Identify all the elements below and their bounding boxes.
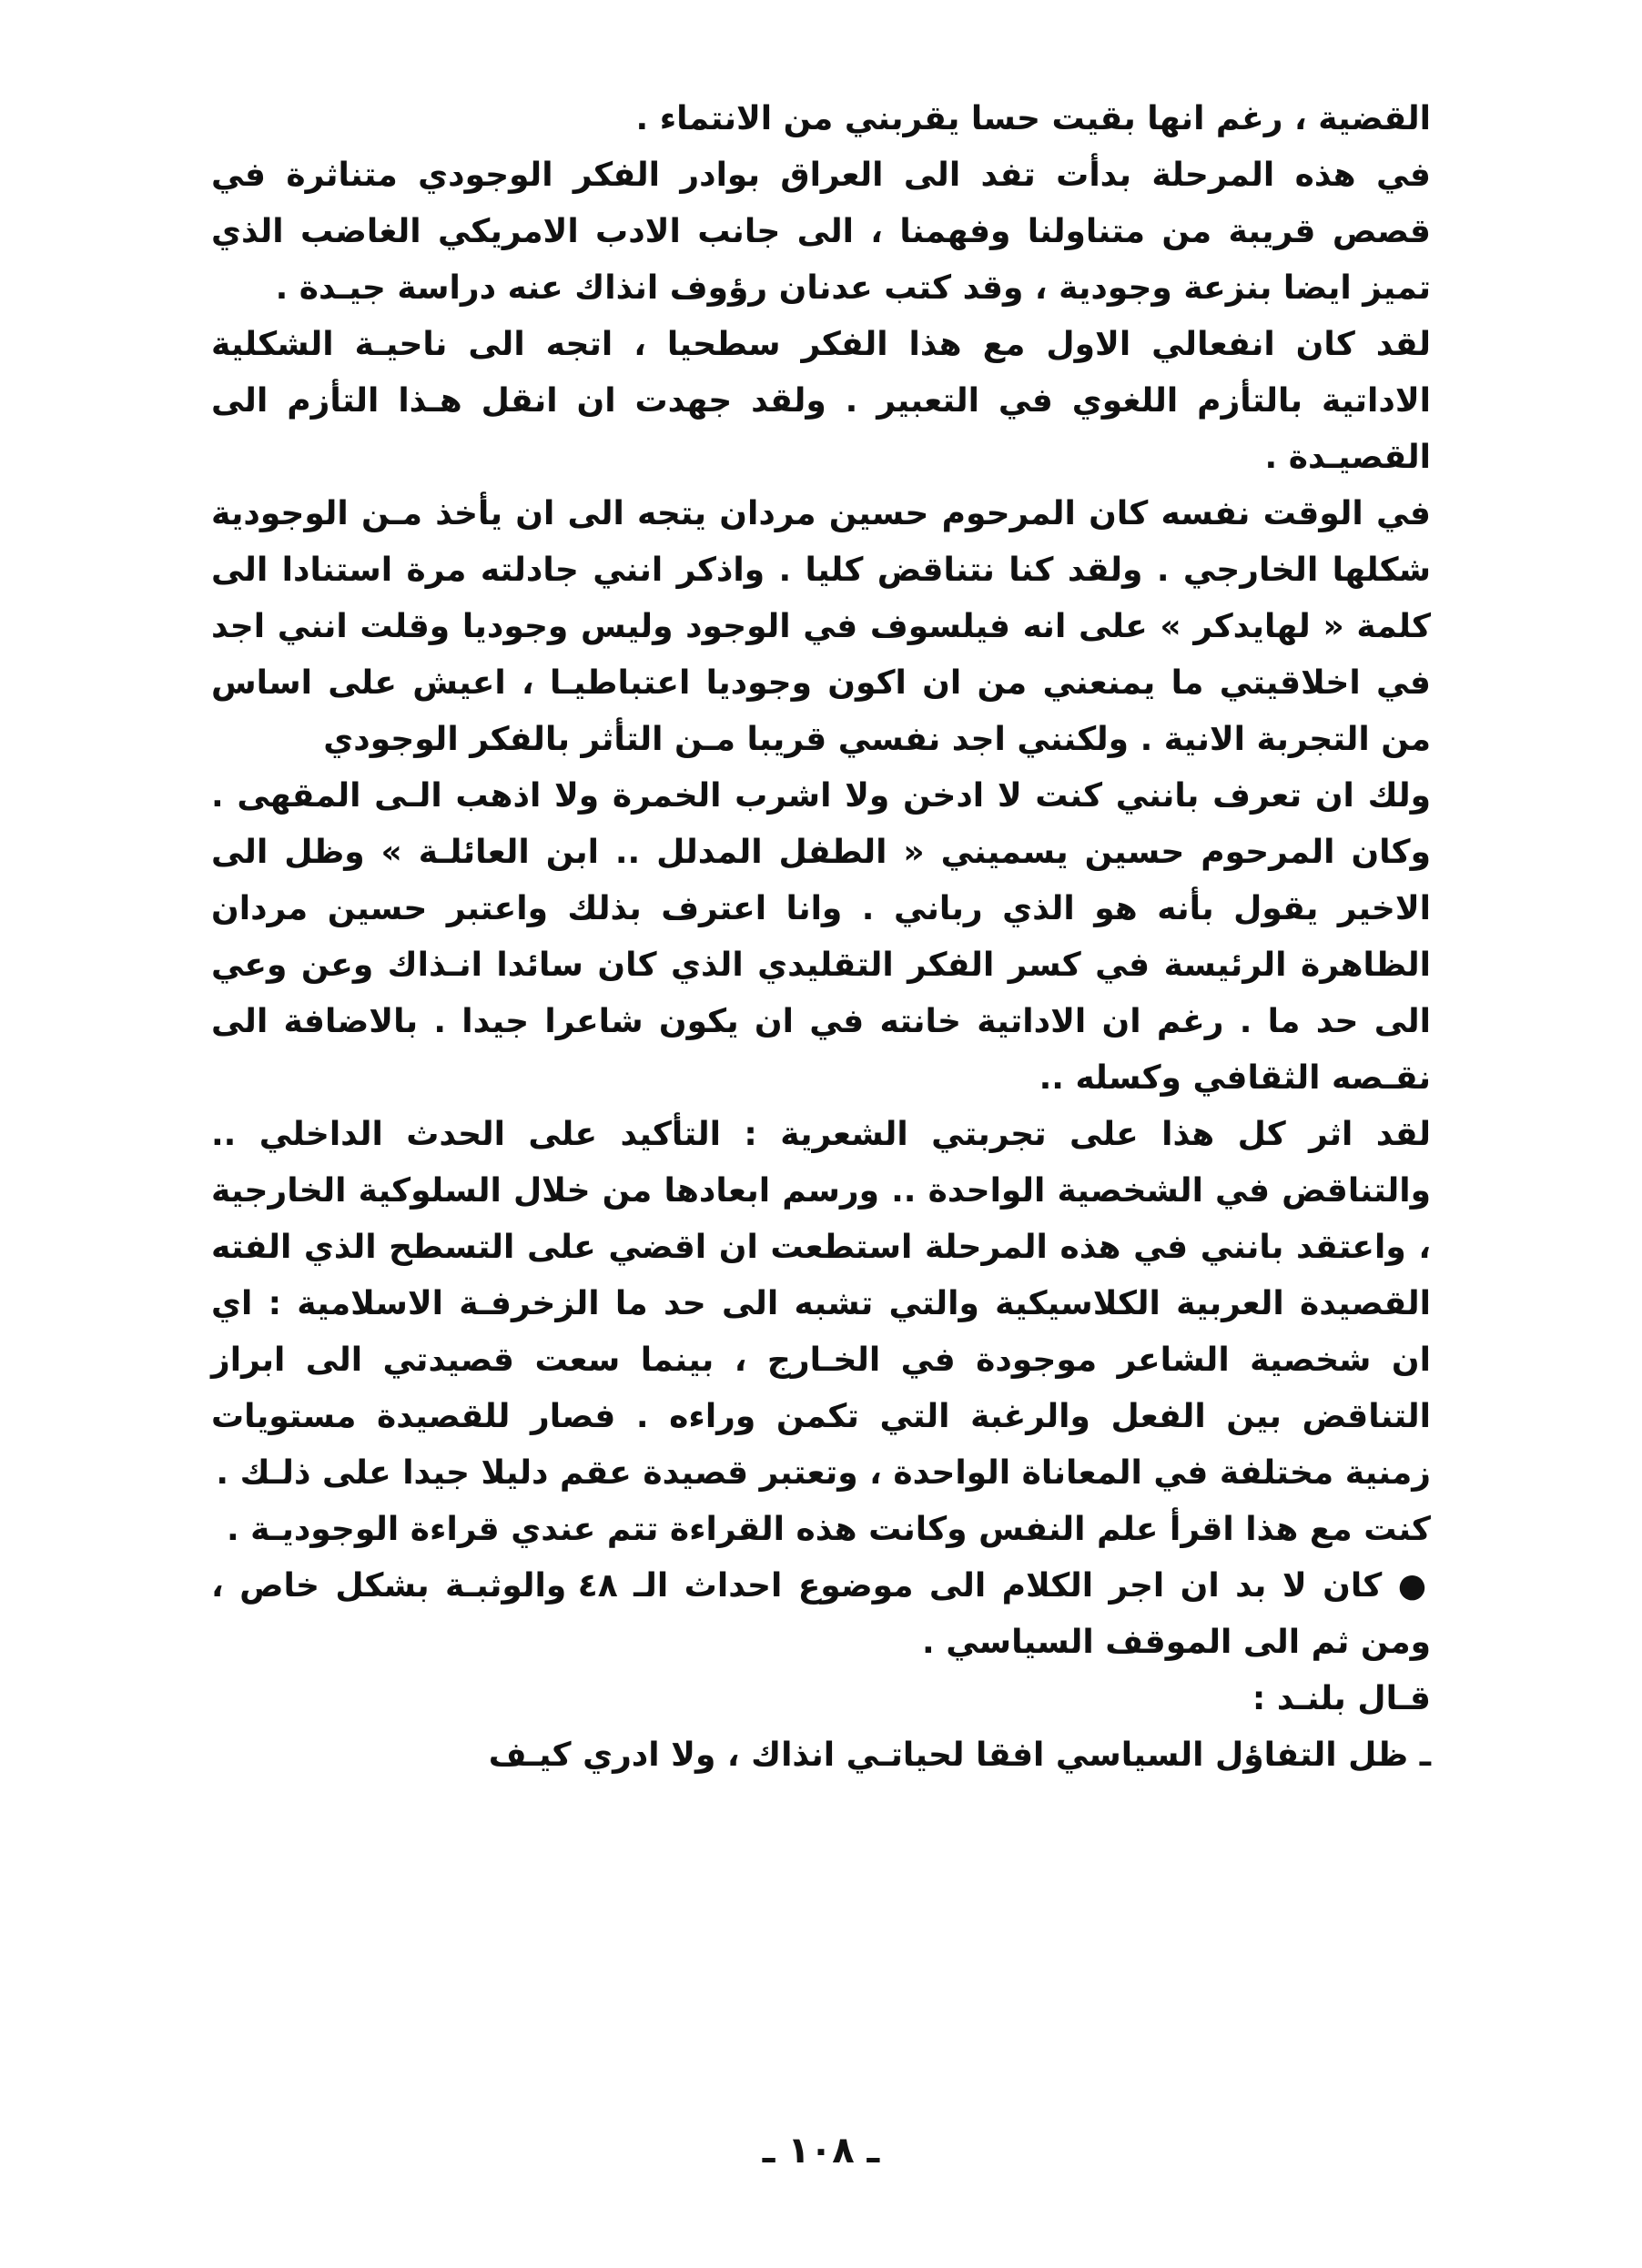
paragraph-5: ولك ان تعرف بانني كنت لا ادخن ولا اشرب الخمرة ولا اذهب الـى المقهى . وكان المرحوم حسين يسميني « الطفل المدلل .. ابن العائلـة » وظل الى الاخير يقول بأنه هو الذي رباني . وانا اعترف بذلك واعتبر حسين مردان الظاهرة الرئيسة في كسر الفكر التقليدي الذي كان سائدا انـذاك وعن وعي الى حد ما . رغم ان الاداتية خانته في ان يكون شاعرا جيدا . بالاضافة الى نقـصه الثقافي وكسله .. [211, 777, 1431, 1097]
paragraph-7: كنت مع هذا اقرأ علم النفس وكانت هذه القراءة تتم عندي قراءة الوجوديـة . [226, 1511, 1431, 1548]
paragraph-6: لقد اثر كل هذا على تجربتي الشعرية : التأكيد على الحدث الداخلي .. والتناقض في الشخصية الواحدة .. ورسم ابعادها من خلال السلوكية الخارجية ، واعتقد بانني في هذه المرحلة استطعت ان اقضي على التسطح الذي الفته القصيدة العربية الكلاسيكية والتي تشبه الى حد ما الزخرفـة الاسلامية : اي ان شخصية الشاعر موجودة في الخـارج ، بينما سعت قصيدتي الى ابراز التناقض بين الفعل والرغبة التي تكمن وراءه . فصار للقصيدة مستويات زمنية مختلفة في المعاناة الواحدة ، وتعتبر قصيدة عقم دليلا جيدا على ذلـك . [211, 1116, 1431, 1492]
question-paragraph: ● كان لا بد ان اجر الكلام الى موضوع احداث الـ ٤٨ والوثبـة بشكل خاص ، ومن ثم الى الموقف السياسي . [211, 1567, 1431, 1661]
paragraph-1: القضية ، رغم انها بقيت حسا يقربني من الانتماء . [635, 100, 1431, 137]
body-text [211, 91, 1431, 1784]
paragraph-3: لقد كان انفعالي الاول مع هذا الفكر سطحيا ، اتجه الى ناحيـة الشكلية الاداتية بالتأزم اللغوي في التعبير . ولقد جهدت ان انقل هـذا التأزم الى القصيـدة . [211, 326, 1431, 476]
paragraph-4: في الوقت نفسه كان المرحوم حسين مردان يتجه الى ان يأخذ مـن الوجودية شكلها الخارجي . ولقد كنا نتناقض كليا . واذكر انني جادلته مرة استنادا الى كلمة « لهايدكر » على انه فيلسوف في الوجود وليس وجوديا وقلت انني اجد في اخلاقيتي ما يمنعني من ان اكون وجوديا اعتباطيـا ، اعيش على اساس من التجربة الانية . ولكنني اجد نفسي قريبا مـن التأثر بالفكر الوجودي [211, 495, 1431, 758]
page-number: ـ ١٠٨ ـ [762, 2130, 880, 2172]
paragraph-2: في هذه المرحلة بدأت تفد الى العراق بوادر الفكر الوجودي متناثرة في قصص قريبة من متناولنا وفهمنا ، الى جانب الادب الامريكي الغاضب الذي تميز ايضا بنزعة وجودية ، وقد كتب عدنان رؤوف انذاك عنه دراسة جيـدة . [211, 157, 1431, 307]
speaker-label: قـال بلنـد : [1252, 1680, 1431, 1717]
answer-paragraph: ـ ظل التفاؤل السياسي افقا لحياتـي انذاك ، ولا ادري كيـف [488, 1736, 1431, 1774]
